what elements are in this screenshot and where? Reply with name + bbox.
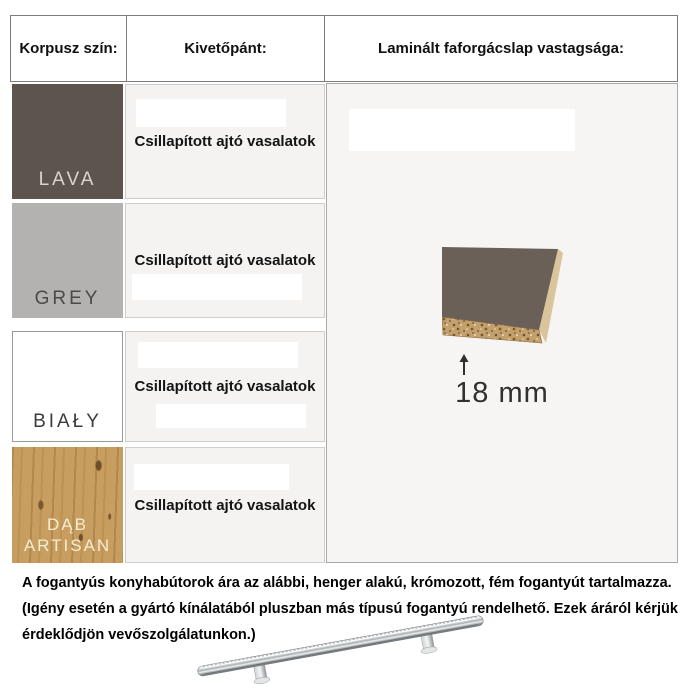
swatch-label: LAVA — [38, 169, 97, 191]
hinge-text: Csillapított ajtó vasalatok — [134, 252, 316, 269]
erased-area — [132, 274, 302, 300]
swatch-label: DĄB ARTISAN — [23, 514, 112, 555]
hinge-text: Csillapított ajtó vasalatok — [134, 133, 316, 150]
erased-area — [156, 404, 306, 428]
header-label: Laminált faforgácslap vastagsága: — [378, 40, 624, 57]
hinge-text: Csillapított ajtó vasalatok — [134, 496, 316, 514]
erased-area — [134, 464, 289, 490]
footer-line-1: A fogantyús konyhabútorok ára az alábbi, henger alakú, krómozott, fém fogantyút tartalmazza. — [22, 575, 672, 591]
color-swatch-dab-artisan — [12, 447, 123, 563]
color-swatch-bialy — [12, 331, 123, 442]
arrow-up-icon — [456, 354, 472, 376]
thickness-cell — [326, 83, 678, 563]
spec-table — [10, 15, 678, 563]
erased-area — [349, 109, 575, 151]
erased-area — [138, 342, 298, 368]
hinge-cell-row3 — [125, 331, 325, 442]
chipboard-edge-illustration — [442, 247, 566, 349]
swatch-label: BIAŁY — [33, 411, 102, 433]
hinge-text: Csillapított ajtó vasalatok — [134, 378, 316, 395]
chrome-bar-handle-icon — [185, 608, 505, 698]
hinge-cell-row4 — [125, 447, 325, 563]
color-swatch-grey — [12, 203, 123, 318]
swatch-label: GREY — [34, 288, 101, 310]
header-korpusz-szin — [10, 15, 127, 82]
hinge-cell-row1 — [125, 84, 325, 199]
thickness-value: 18 mm — [455, 377, 549, 409]
header-vastagsag — [324, 15, 678, 82]
footer-line-2: (Igény esetén a gyártó kínálatából pluszban más típusú fogantyú rendelhető. Ezek áráról kérjük — [22, 601, 678, 617]
header-label: Kivetőpánt: — [184, 40, 267, 57]
header-label: Korpusz szín: — [19, 40, 118, 57]
footer-line-3: érdeklődjön vevőszolgálatunkon.) — [22, 627, 256, 643]
erased-area — [136, 99, 286, 127]
header-kivetopant — [126, 15, 325, 82]
color-swatch-lava — [12, 84, 123, 199]
board-laminate-face — [442, 247, 558, 330]
hinge-cell-row2 — [125, 203, 325, 318]
